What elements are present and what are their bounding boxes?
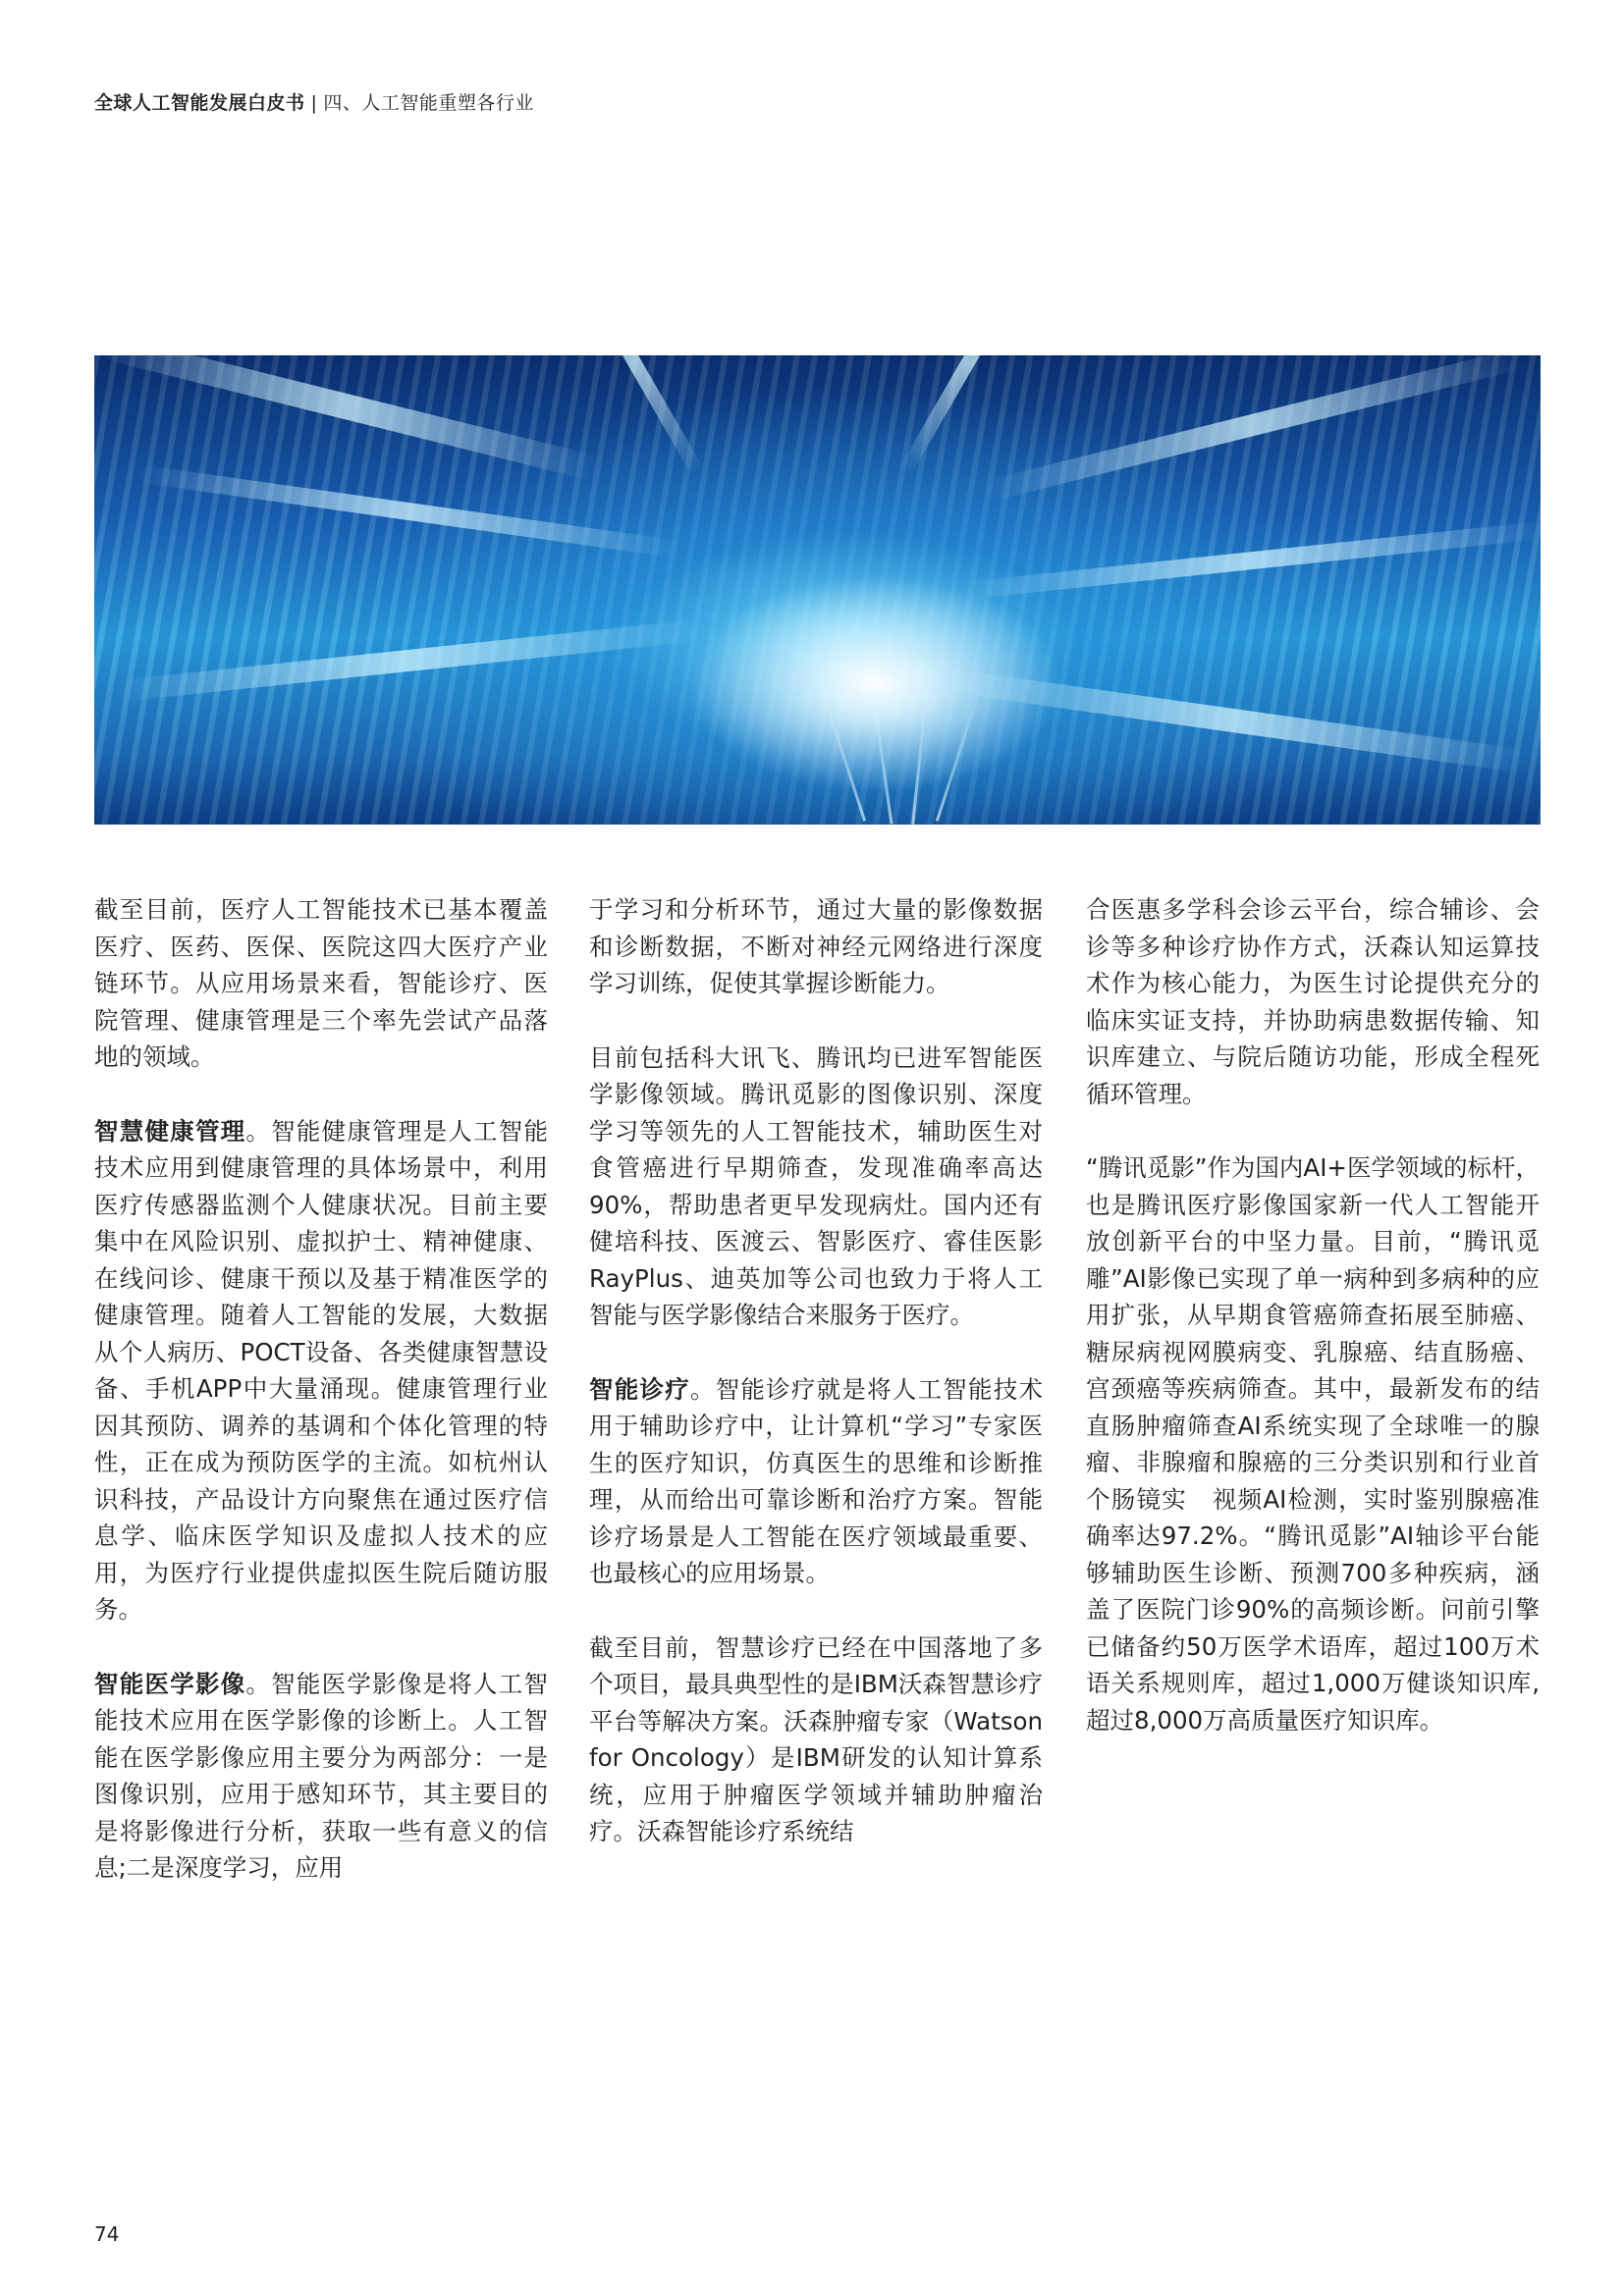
- text-column-1: [94, 891, 548, 1924]
- text-column-2: [589, 891, 1043, 1888]
- running-header: [94, 90, 534, 116]
- paragraph: 目前包括科大讯飞、腾讯均已进军智能医学影像领域。腾讯觅影的图像识别、深度学习等领先的人工智能技术，辅助医生对食管癌进行早期筛查，发现准确率高达90%，帮助患者更早发现病灶。国内还有健培科技、医渡云、智影医疗、睿佳医影RayPlus、迪英加等公司也致力于将人工智能与医学影像结合来服务于医疗。: [589, 1042, 1043, 1329]
- paragraph-heading: 智能医学影像: [94, 1669, 246, 1698]
- section-title: 四、人工智能重塑各行业: [323, 92, 534, 114]
- paragraph: 智能诊疗。智能诊疗就是将人工智能技术用于辅助诊疗中，让计算机“学习”专家医生的医疗知识，仿真医生的思维和诊断推理，从而给出可靠诊断和治疗方案。智能诊疗场景是人工智能在医疗领域最重要、也最核心的应用场景。: [589, 1374, 1044, 1587]
- paragraph: 截至目前，智慧诊疗已经在中国落地了多个项目，最具典型性的是IBM沃森智慧诊疗平台等解决方案。沃森肿瘤专家（Watson for Oncology）是IBM研发的认知计算系统，应用于肿瘤医学领域并辅助肿瘤治疗。沃森智能诊疗系统结: [589, 1632, 1043, 1845]
- document-title: 全球人工智能发展白皮书: [94, 92, 305, 114]
- header-separator: |: [310, 92, 318, 114]
- page-number: 74: [94, 2222, 120, 2246]
- paragraph-heading: 智能诊疗: [589, 1374, 690, 1404]
- paragraph: 于学习和分析环节，通过大量的影像数据和诊断数据，不断对神经元网络进行深度学习训练，促使其掌握诊断能力。: [589, 895, 1043, 997]
- hero-image: [94, 355, 1541, 825]
- paragraph-heading: 智慧健康管理: [94, 1116, 246, 1146]
- paragraph: 合医惠多学科会诊云平台，综合辅诊、会诊等多种诊疗协作方式，沃森认知运算技术作为核心能力，为医生讨论提供充分的临床实证支持，并协助病患数据传输、知识库建立、与院后随访功能，形成全程死循环管理。: [1086, 895, 1540, 1108]
- paragraph: 截至目前，医疗人工智能技术已基本覆盖医疗、医药、医保、医院这四大医疗产业链环节。从应用场景来看，智能诊疗、医院管理、健康管理是三个率先尝试产品落地的领域。: [94, 895, 548, 1071]
- paragraph: 智能医学影像。智能医学影像是将人工智能技术应用在医学影像的诊断上。人工智能在医学影像应用主要分为两部分：一是图像识别，应用于感知环节，其主要目的是将影像进行分析，获取一些有意义的信息;二是深度学习，应用: [94, 1669, 549, 1882]
- paragraph: “腾讯觅影”作为国内AI+医学领域的标杆，也是腾讯医疗影像国家新一代人工智能开放创新平台的中坚力量。目前，“腾讯觅雕”AI影像已实现了单一病种到多病种的应用扩张，从早期食管癌筛查拓展至肺癌、糖尿病视网膜病变、乳腺癌、结直肠癌、宫颈癌等疾病筛查。其中，最新发布的结直肠肿瘤筛查AI系统实现了全球唯一的腺瘤、非腺瘤和腺癌的三分类识别和行业首个肠镜实 视频AI检测，实时鉴别腺癌准确率达97.2%。“腾讯觅影”AI轴诊平台能够辅助医生诊断、预测700多种疾病，涵盖了医院门诊90%的高频诊断。问前引擎已储备约50万医学术语库，超过100万术语关系规则库，超过1,000万健谈知识库,超过8,000万高质量医疗知识库。: [1086, 1153, 1540, 1735]
- paragraph: 智慧健康管理。智能健康管理是人工智能技术应用到健康管理的具体场景中，利用医疗传感器监测个人健康状况。目前主要集中在风险识别、虚拟护士、精神健康、在线问诊、健康干预以及基于精准医学的健康管理。随着人工智能的发展，大数据从个人病历、POCT设备、各类健康智慧设备、手机APP中大量涌现。健康管理行业因其预防、调养的基调和个体化管理的特性，正在成为预防医学的主流。如杭州认识科技，产品设计方向聚焦在通过医疗信息学、临床医学知识及虚拟人技术的应用，为医疗行业提供虚拟医生院后随访服务。: [94, 1116, 549, 1624]
- text-column-3: [1086, 891, 1540, 1776]
